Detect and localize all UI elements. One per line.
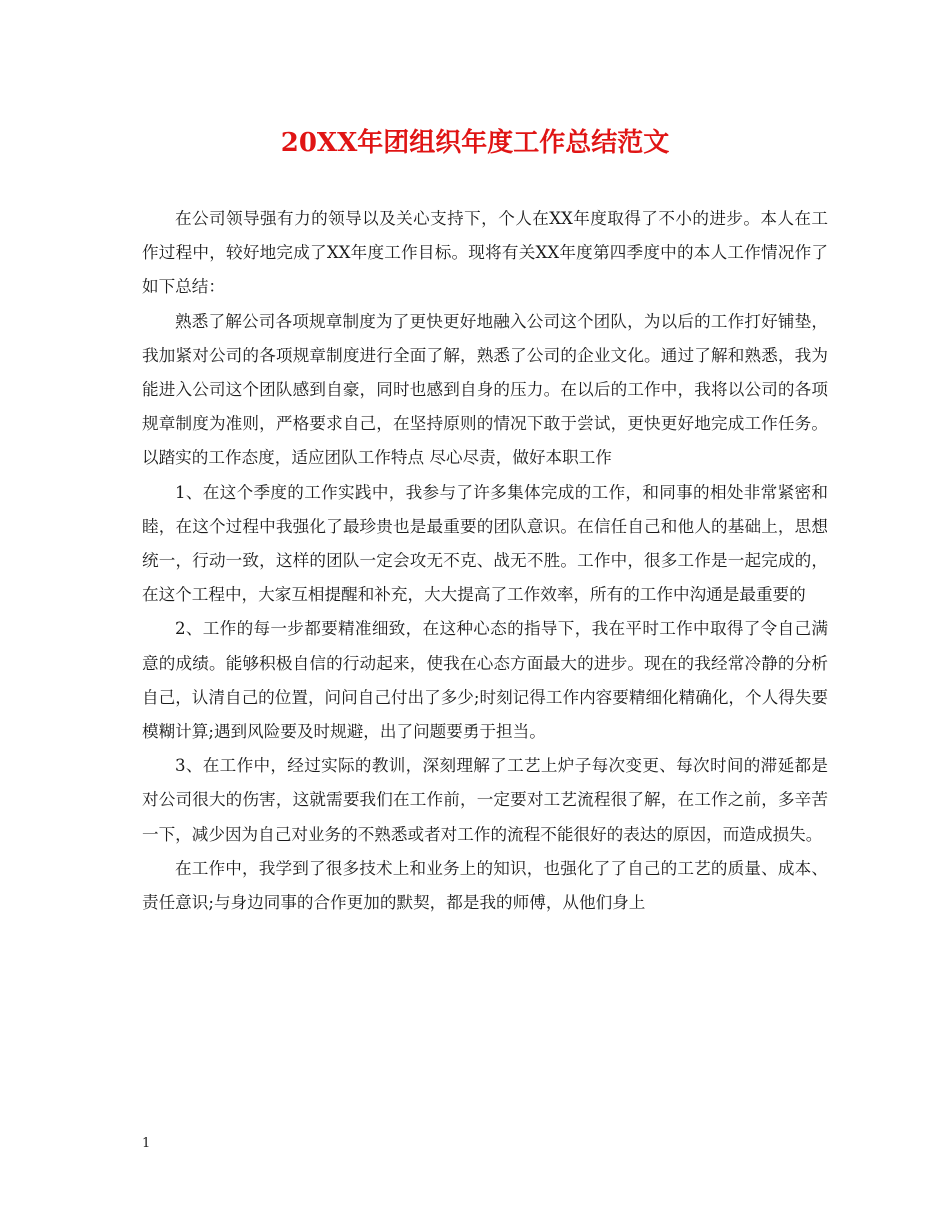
- paragraph-point-3: 3、在工作中，经过实际的教训，深刻理解了工艺上炉子每次变更、每次时间的滞延都是对公司很大的伤害，这就需要我们在工作前，一定要对工艺流程很了解，在工作之前，多辛苦一下，减少因为自己对业务的不熟悉或者对工作的流程不能很好的表达的原因，而造成损失。: [142, 756, 828, 844]
- paragraph-learning: 在工作中，我学到了很多技术上和业务上的知识，也强化了了自己的工艺的质量、成本、责任意识;与身边同事的合作更加的默契，都是我的师傅，从他们身上: [142, 858, 828, 913]
- document-body: [142, 202, 828, 920]
- paragraph-rules: 熟悉了解公司各项规章制度为了更快更好地融入公司这个团队，为以后的工作打好铺垫，我加紧对公司的各项规章制度进行全面了解，熟悉了公司的企业文化。通过了解和熟悉，我为能进入公司这个团队感到自豪，同时也感到自身的压力。在以后的工作中，我将以公司的各项规章制度为准则，严格要求自己，在坚持原则的情况下敢于尝试，更快更好地完成工作任务。以踏实的工作态度，适应团队工作特点 尽心尽责，做好本职工作: [142, 311, 828, 468]
- paragraph-point-2: 2、工作的每一步都要精准细致，在这种心态的指导下，我在平时工作中取得了令自己满意的成绩。能够积极自信的行动起来，使我在心态方面最大的进步。现在的我经常冷静的分析自己，认清自己的位置，问问自己付出了多少;时刻记得工作内容要精细化精确化，个人得失要模糊计算;遇到风险要及时规避，出了问题要勇于担当。: [142, 619, 828, 742]
- paragraph-point-1: 1、在这个季度的工作实践中，我参与了许多集体完成的工作，和同事的相处非常紧密和睦，在这个过程中我强化了最珍贵也是最重要的团队意识。在信任自己和他人的基础上，思想统一，行动一致，这样的团队一定会攻无不克、战无不胜。工作中，很多工作是一起完成的，在这个工程中，大家互相提醒和补充，大大提高了工作效率，所有的工作中沟通是最重要的: [142, 482, 828, 605]
- paragraph-intro: 在公司领导强有力的领导以及关心支持下，个人在XX年度取得了不小的进步。本人在工作过程中，较好地完成了XX年度工作目标。现将有关XX年度第四季度中的本人工作情况作了如下总结：: [142, 209, 828, 297]
- page-number: 1: [142, 1136, 151, 1151]
- document-title: 20XX年团组织年度工作总结范文: [280, 128, 670, 158]
